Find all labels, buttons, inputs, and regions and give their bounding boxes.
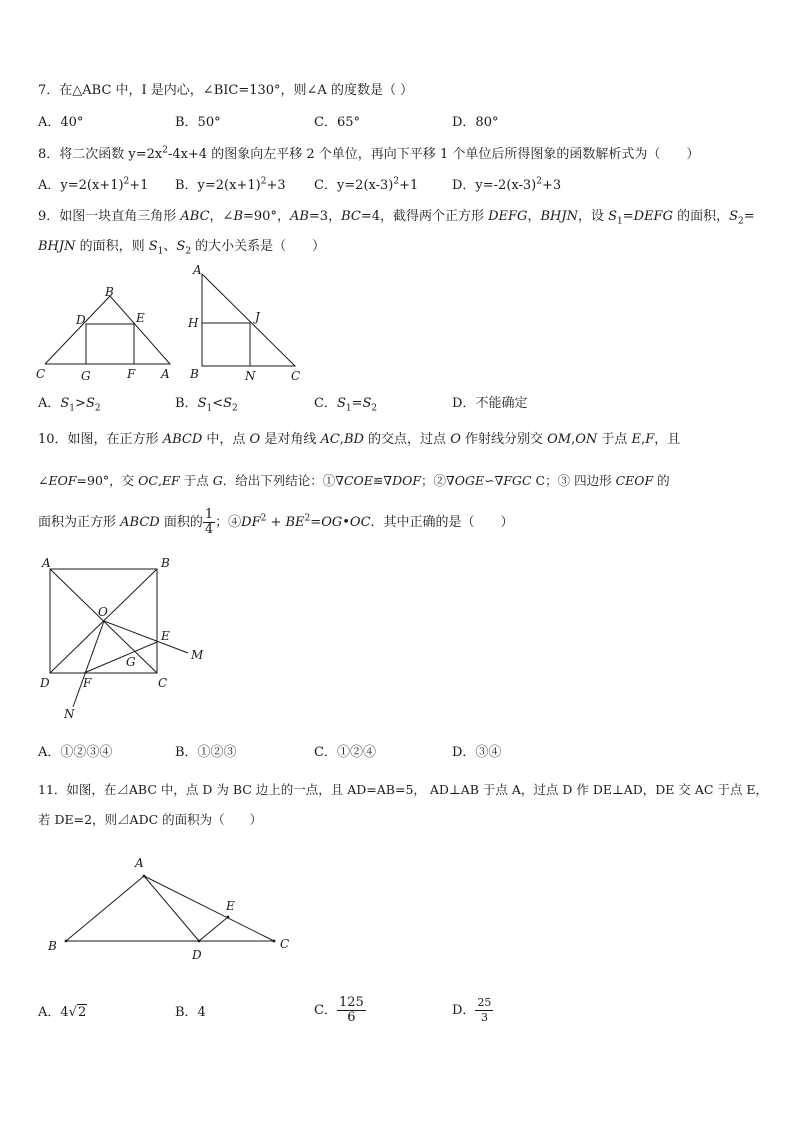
q9-fig1-label-c: C — [36, 367, 46, 381]
q11-option-b: B．4 — [175, 1005, 206, 1020]
q11-option-d: D． $\frac{25}{3}$ — [452, 996, 492, 1024]
q9-figure-triangle-square — [30, 280, 180, 385]
q9-fig2-label-a: A — [193, 263, 202, 277]
q10-figure-square-rays — [30, 550, 220, 725]
q9-option-b: B．$S_1<S_2$ — [175, 396, 238, 414]
q9-fig1-label-f: F — [127, 367, 136, 381]
q10-fig-label-e: E — [161, 629, 170, 643]
q10-fig-label-g: G — [126, 655, 136, 669]
q9-stem-line2: BHJN 的面积，则 $S_1$、$S_2$ 的大小关系是（ ） — [38, 239, 326, 257]
q8-option-b: B．$y=2(x+1)^2+3$ — [175, 176, 286, 193]
q7-stem: 7．在△ABC 中，I 是内心，∠BIC=130°，则∠A 的度数是（ ） — [38, 83, 414, 98]
q11-fig-label-e: E — [226, 899, 235, 913]
q10-fig-label-b: B — [161, 556, 170, 570]
q9-fig2-label-h: H — [188, 316, 199, 330]
q11-stem-line2: 若 DE=2，则⊿ADC 的面积为（ ） — [38, 812, 263, 827]
q7-option-d: D．80° — [452, 115, 499, 130]
q10-fig-label-d: D — [40, 676, 50, 690]
q10-stem-line1: 10．如图，在正方形 ABCD 中，点 O 是对角线 AC,BD 的交点，过点 O 作射线分别交 OM,ON 于点 E,F，且 — [38, 432, 681, 447]
q11-fig-label-a: A — [135, 856, 144, 870]
q9-option-d: D．不能确定 — [452, 396, 528, 411]
q11-fig-label-d: D — [192, 948, 202, 962]
q9-fig2-label-b: B — [190, 367, 199, 381]
q11-option-c: C． $\frac{125}{6}$ — [314, 995, 364, 1025]
q10-fig-label-n: N — [64, 707, 75, 721]
q9-figure-right-triangle-square — [185, 262, 310, 387]
q9-fig1-label-b: B — [105, 285, 114, 299]
q10-fraction-one-quarter: $\frac{1}{4}$ — [204, 507, 214, 537]
q7-option-b: B．50° — [175, 115, 221, 130]
q7-option-c: C．65° — [314, 115, 360, 130]
q10-option-a: A．①②③④ — [38, 745, 113, 760]
q10-stem-line3: 面积为正方形 ABCD 面积的 $\frac{1}{4}$ ；$④DF^2$ + $BE^2=OG•OC$．其中正确的是（ ） — [38, 507, 514, 537]
q8-option-a: A．$y=2(x+1)^2+1$ — [38, 176, 149, 193]
q8-option-c: C．$y=2(x-3)^2+1$ — [314, 176, 419, 193]
q10-fig-label-m: M — [191, 648, 204, 662]
q9-fig2-label-j: J — [255, 310, 260, 324]
q11-fig-label-c: C — [280, 937, 290, 951]
q9-option-c: C．$S_1=S_2$ — [314, 396, 378, 414]
q9-fig1-label-e: E — [136, 311, 145, 325]
q11-figure-triangle — [40, 850, 300, 965]
q8-option-d: D．$y=-2(x-3)^2+3$ — [452, 176, 562, 193]
q7-option-a: A．40° — [38, 115, 84, 130]
q10-fig-label-c: C — [158, 676, 168, 690]
q10-fig-label-f: F — [83, 676, 92, 690]
q11-stem-line1: 11．如图，在⊿ABC 中，点 D 为 BC 边上的一点，且 AD=AB=5， AD⊥AB 于点 A，过点 D 作 DE⊥AD，DE 交 AC 于点 E， — [38, 782, 769, 797]
q9-fig1-label-a: A — [161, 367, 170, 381]
q10-fig-label-o: O — [98, 605, 108, 619]
q9-fig2-label-n: N — [245, 369, 256, 383]
q9-fig2-label-c: C — [291, 369, 301, 383]
q10-stem-line2: ∠EOF=90°，交 OC,EF 于点 G．给出下列结论：①∇COE≌∇DOF；②∇OGE∽∇FGC C；③ 四边形 CEOF 的 — [38, 473, 670, 488]
q9-fig1-label-d: D — [76, 313, 86, 327]
q9-fig1-label-g: G — [81, 369, 91, 383]
q11-fig-label-b: B — [48, 939, 57, 953]
q9-option-a: A．$S_1>S_2$ — [38, 396, 101, 414]
q11-option-a: A．4√2 — [38, 1005, 87, 1020]
q9-stem-line1: 9．如图一块直角三角形 ABC，∠B=90°，AB=3，BC=4，截得两个正方形 DEFG，BHJN，设 $S_1=DEFG$ 的面积，$S_2=$ — [38, 209, 755, 227]
q10-option-b: B．①②③ — [175, 745, 237, 760]
q10-option-c: C．①②④ — [314, 745, 376, 760]
q10-fig-label-a: A — [42, 556, 51, 570]
q10-option-d: D．③④ — [452, 745, 502, 760]
q8-stem: 8．将二次函数 $y=2x^2-4x+4$ 的图象向左平移 2 个单位，再向下平移 1 个单位后所得图象的函数解析式为（ ） — [38, 145, 700, 162]
